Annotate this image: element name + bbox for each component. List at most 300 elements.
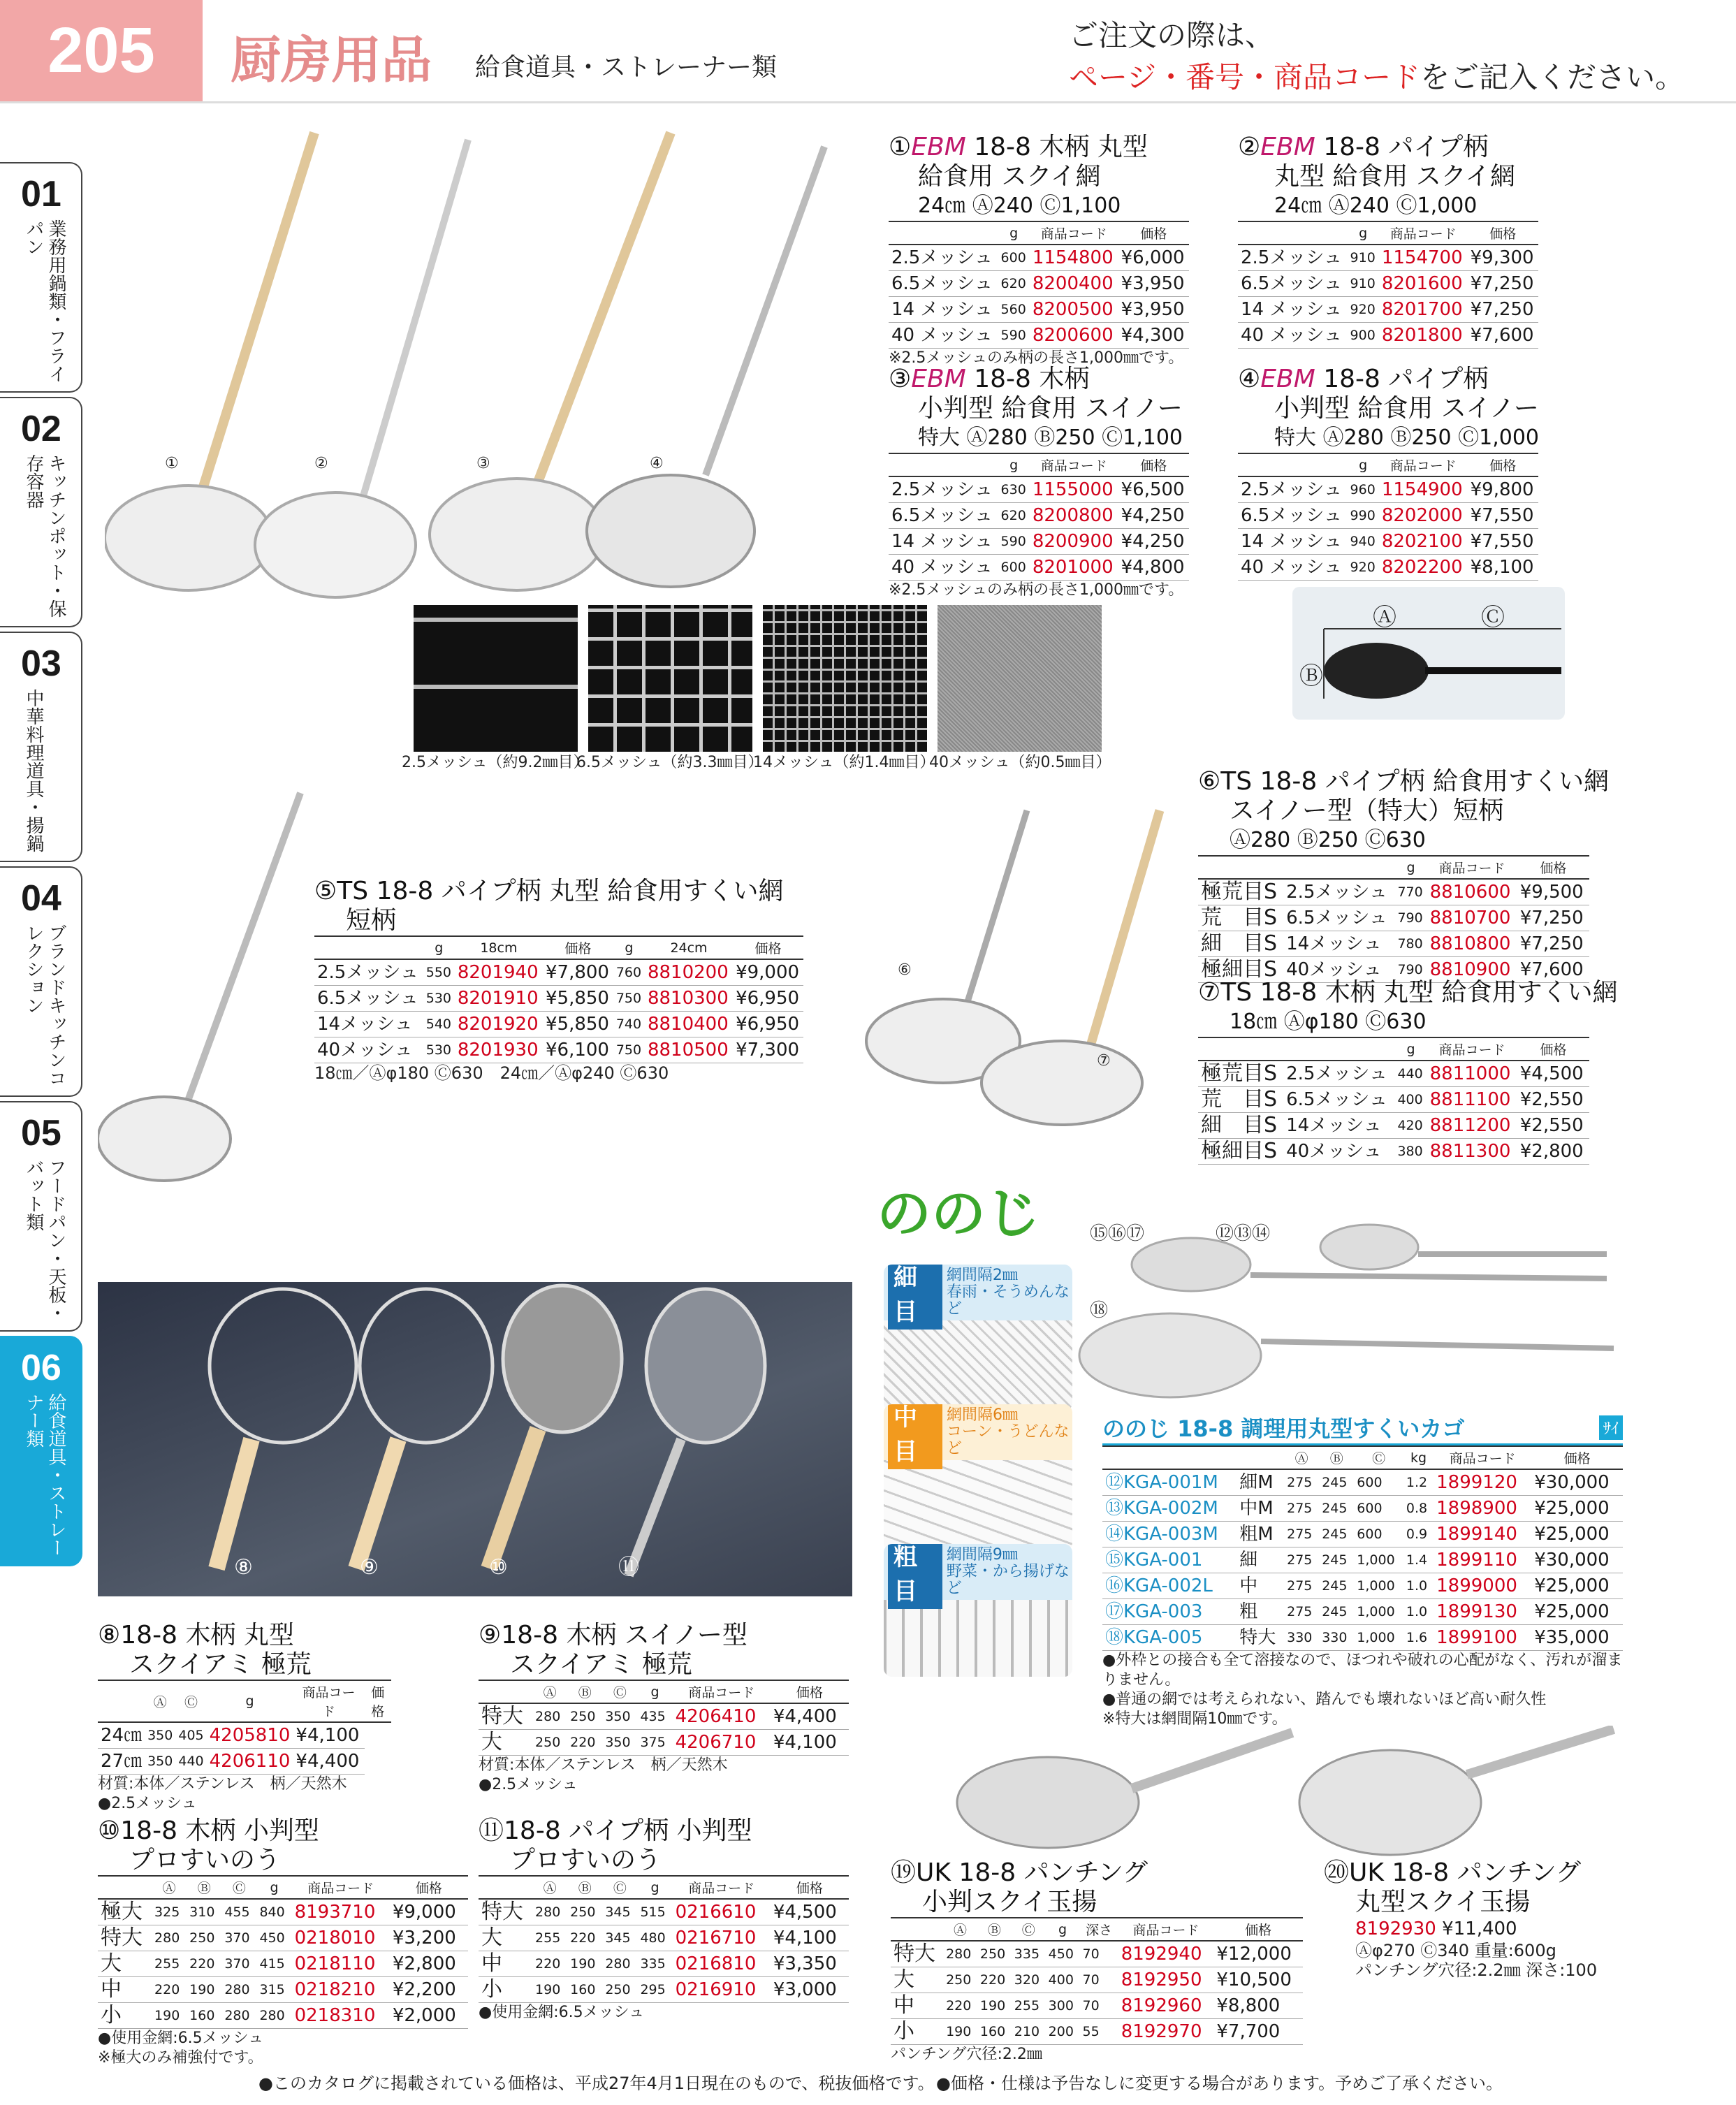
product-number: ④ — [1238, 365, 1261, 393]
product-5 — [314, 877, 803, 1083]
mesh-swatch — [884, 1600, 1072, 1677]
dimension-diagram — [1292, 587, 1565, 720]
table-cell: 2.5メッシュ — [1238, 245, 1348, 271]
table-cell: 0218110 — [292, 1951, 390, 1977]
table-cell: ⑭KGA-003M — [1102, 1522, 1237, 1547]
table-cell: 190 — [187, 1977, 221, 2003]
sidebar-tab-05[interactable] — [0, 1101, 82, 1332]
col-header: 商品コード — [1427, 1037, 1517, 1061]
table-cell: ¥7,250 — [1468, 297, 1538, 323]
col-header: 価格 — [1531, 1446, 1623, 1469]
product-title-2: スクイアミ 極荒 — [510, 1650, 692, 1679]
table-row — [1102, 1522, 1623, 1547]
table-cell: 280 — [943, 1941, 977, 1967]
col-header: Ⓒ — [602, 1680, 637, 1703]
table-row — [479, 1977, 849, 2003]
col-header: Ⓑ — [977, 1918, 1012, 1941]
table-cell: 400 — [1046, 1967, 1080, 1993]
mesh-swatch — [884, 1460, 1072, 1551]
product-title-2: 給食用 スクイ網 — [918, 162, 1101, 191]
table-cell: 220 — [187, 1951, 221, 1977]
table-cell: 粗M — [1237, 1522, 1284, 1547]
table-cell: ¥6,000 — [1118, 245, 1189, 271]
col-header: Ⓒ — [602, 1876, 637, 1899]
page-number: 205 — [0, 0, 203, 101]
product-title-2: 小判型 給食用 スイノー — [918, 394, 1183, 423]
table-cell: 770 — [1394, 879, 1427, 905]
photo-label-15: ⑮⑯⑰ — [1090, 1223, 1145, 1244]
spec-table — [1102, 1445, 1623, 1651]
table-cell: 2.5メッシュ — [1283, 879, 1394, 905]
col-header: 商品コード — [673, 1680, 771, 1703]
table-row — [1238, 555, 1538, 581]
table-cell: 200 — [1046, 2019, 1080, 2045]
table-cell: ¥4,400 — [771, 1703, 849, 1730]
col-header — [1198, 1037, 1283, 1061]
table-cell: 24㎝ — [98, 1722, 145, 1749]
product-title: 18-8 木柄 小判型 — [120, 1816, 319, 1845]
table-cell: 40メッシュ — [1283, 1139, 1394, 1165]
col-header — [314, 936, 423, 959]
table-cell: ¥3,950 — [1118, 297, 1189, 323]
col-header: 18cm — [455, 936, 543, 959]
table-cell: 荒 目S — [1198, 905, 1283, 931]
col-header: Ⓐ — [1284, 1446, 1319, 1469]
table-cell: 900 — [1348, 323, 1379, 349]
table-cell: ¥4,500 — [771, 1899, 849, 1925]
table-cell: 160 — [977, 2019, 1012, 2045]
table-cell: 55 — [1080, 2019, 1118, 2045]
table-cell: 2.5メッシュ — [889, 245, 998, 271]
table-cell: ¥7,700 — [1213, 2019, 1303, 2045]
table-cell: ¥2,000 — [390, 2003, 468, 2029]
table-cell: 220 — [977, 1967, 1012, 1993]
table-cell: 細M — [1237, 1469, 1284, 1496]
col-header: g — [207, 1680, 293, 1722]
table-row — [1238, 476, 1538, 503]
col-header: g — [1348, 453, 1379, 476]
diagram-drawing — [1292, 587, 1565, 720]
table-row — [1198, 1061, 1589, 1087]
table-cell: ¥6,950 — [733, 1012, 803, 1037]
table-cell: 250 — [943, 1967, 977, 1993]
col-header: 商品コード — [292, 1876, 390, 1899]
mesh-use: コーン・うどんなど — [946, 1423, 1070, 1457]
table-cell: 335 — [637, 1951, 672, 1977]
product-note: ●使用金網:6.5メッシュ — [98, 2030, 264, 2047]
photo-label-8: ⑧ — [234, 1555, 253, 1580]
sidebar-tab-02[interactable] — [0, 397, 82, 627]
product-number: ⑤ — [314, 877, 337, 905]
mesh-sample-2-5 — [414, 605, 578, 752]
product-number: ⑨ — [479, 1621, 502, 1649]
table-row — [1238, 503, 1538, 529]
table-cell: 415 — [256, 1951, 291, 1977]
table-cell: 210 — [1012, 2019, 1046, 2045]
table-cell: 8200400 — [1030, 271, 1118, 297]
table-cell: 大 — [479, 1730, 532, 1756]
table-cell: 590 — [998, 323, 1030, 349]
col-header: 価格 — [390, 1876, 468, 1899]
table-cell: ¥7,550 — [1468, 529, 1538, 555]
table-cell: 275 — [1284, 1573, 1319, 1599]
product-title-2: スイノー型（特大）短柄 — [1230, 796, 1504, 825]
table-cell: 小 — [891, 2019, 943, 2045]
product-3 — [889, 365, 1224, 600]
tab-label: 給食道具・ストレーナー類 — [23, 1393, 66, 1557]
table-cell: 6.5メッシュ — [1238, 271, 1348, 297]
col-header — [98, 1680, 145, 1722]
table-cell: 0216910 — [673, 1977, 771, 2003]
mesh-caption-2: 6.5メッシュ（約3.3㎜目） — [576, 754, 764, 771]
product-dims: 24㎝ Ⓐ240 Ⓒ1,000 — [1274, 194, 1478, 218]
table-cell: 8192950 — [1118, 1967, 1214, 1993]
product-title-2: 小判型 給食用 スイノー — [1274, 394, 1539, 423]
col-header — [889, 453, 998, 476]
table-cell: 920 — [1348, 555, 1379, 581]
order-notice-1: ご注文の際は、 — [1069, 18, 1275, 52]
table-row — [479, 1730, 849, 1756]
col-header: 価格 — [365, 1680, 391, 1722]
table-cell: 600 — [998, 555, 1030, 581]
table-cell: 14 メッシュ — [889, 529, 998, 555]
col-header: 商品コード — [1379, 221, 1468, 245]
table-cell: 245 — [1319, 1496, 1354, 1522]
product-19 — [891, 1858, 1310, 2064]
ladle-pipe-oval — [587, 147, 824, 587]
table-cell: 中 — [1237, 1573, 1284, 1599]
table-cell: 1.2 — [1403, 1469, 1434, 1496]
col-header: 商品コード — [1434, 1446, 1531, 1469]
mesh-caption-1: 2.5メッシュ（約9.2㎜目） — [402, 754, 589, 771]
product-title: UK 18-8 パンチング — [916, 1858, 1148, 1887]
table-cell: 0218210 — [292, 1977, 390, 2003]
table-cell: 280 — [152, 1925, 187, 1951]
photo-label-9: ⑨ — [360, 1555, 379, 1580]
table-cell: 14 メッシュ — [889, 297, 998, 323]
table-cell: 960 — [1348, 476, 1379, 503]
table-cell: 220 — [532, 1951, 567, 1977]
table-cell: 2.5メッシュ — [889, 476, 998, 503]
table-row — [479, 1925, 849, 1951]
photo-label-2: ② — [314, 455, 328, 472]
table-cell: 特大 — [891, 1941, 943, 1967]
table-cell: 450 — [256, 1925, 291, 1951]
product-20 — [1324, 1858, 1687, 1980]
sidebar-tab-06[interactable] — [0, 1336, 82, 1566]
product-title: 18-8 木柄 — [974, 365, 1090, 393]
table-cell: ¥25,000 — [1531, 1496, 1623, 1522]
table-cell: 255 — [1012, 1993, 1046, 2019]
table-cell: 300 — [1046, 1993, 1080, 2019]
col-header: 価格 — [1517, 856, 1589, 879]
table-row — [1198, 905, 1589, 931]
table-cell: 小 — [98, 2003, 152, 2029]
footer-right: ●価格・仕様は予告なしに変更する場合があります。予めご了承ください。 — [936, 2074, 1503, 2093]
table-cell: 275 — [1284, 1469, 1319, 1496]
table-cell: 1.0 — [1403, 1599, 1434, 1625]
table-cell: ¥3,950 — [1118, 271, 1189, 297]
order-notice-tail: をご記入ください。 — [1420, 60, 1685, 94]
product-title: TS 18-8 パイプ柄 給食用すくい網 — [1220, 767, 1610, 796]
sidebar-tab-01[interactable] — [0, 162, 82, 393]
table-cell: 1.4 — [1403, 1547, 1434, 1573]
table-cell: 280 — [532, 1899, 567, 1925]
table-cell: 極荒目S — [1198, 1061, 1283, 1087]
col-header: g — [637, 1680, 672, 1703]
table-cell: ¥25,000 — [1531, 1522, 1623, 1547]
product-10 — [98, 1816, 475, 2068]
table-cell: ⑰KGA-003 — [1102, 1599, 1237, 1625]
table-cell: 4206710 — [673, 1730, 771, 1756]
table-cell: ¥2,800 — [1517, 1139, 1589, 1165]
product-title: TS 18-8 木柄 丸型 給食用すくい網 — [1220, 978, 1618, 1007]
spec-table — [479, 1875, 849, 2003]
table-cell: ¥3,200 — [390, 1925, 468, 1951]
product-number: ⑧ — [98, 1621, 121, 1649]
table-cell: ⑱KGA-005 — [1102, 1625, 1237, 1651]
table-row — [889, 271, 1189, 297]
col-header: kg — [1403, 1446, 1434, 1469]
table-cell: 255 — [152, 1951, 187, 1977]
table-cell: ⑯KGA-002L — [1102, 1573, 1237, 1599]
spec-table — [1238, 221, 1538, 349]
mesh-swatch — [884, 1320, 1072, 1411]
table-row — [1198, 879, 1589, 905]
table-cell: 8201910 — [455, 986, 543, 1012]
spec-table — [1198, 1037, 1589, 1165]
table-cell: 245 — [1319, 1573, 1354, 1599]
table-cell: 8200800 — [1030, 503, 1118, 529]
table-cell: 540 — [423, 1012, 455, 1037]
mesh-spacing: 網間隔6㎜ — [946, 1406, 1018, 1424]
mesh-sample-40 — [938, 605, 1102, 752]
table-cell: ¥4,400 — [293, 1749, 364, 1775]
col-header: Ⓒ — [175, 1680, 206, 1722]
table-cell: 8810700 — [1427, 905, 1517, 931]
product-note: ※極大のみ補強付です。 — [98, 2049, 263, 2067]
table-cell: 255 — [532, 1925, 567, 1951]
table-cell: 280 — [221, 2003, 256, 2029]
product-number: ⑲ — [891, 1858, 917, 1887]
table-cell: 1,000 — [1354, 1599, 1403, 1625]
col-header — [1283, 856, 1394, 879]
table-cell: 4206410 — [673, 1703, 771, 1730]
product-title: ののじ 18-8 調理用丸型すくいカゴ — [1102, 1415, 1465, 1442]
col-header — [1238, 453, 1348, 476]
table-cell: ¥7,800 — [543, 959, 613, 986]
spec-table — [889, 221, 1189, 349]
table-cell: 8201920 — [455, 1012, 543, 1037]
mesh-caption-3: 14メッシュ（約1.4㎜目） — [753, 754, 935, 771]
table-row — [889, 503, 1189, 529]
spec-table — [1198, 855, 1589, 983]
table-row — [1238, 297, 1538, 323]
table-cell: 極細目S — [1198, 1139, 1283, 1165]
table-cell: 375 — [637, 1730, 672, 1756]
product-note: ※特大は網間隔10㎜です。 — [1102, 1710, 1288, 1728]
sidebar-tab-03[interactable] — [0, 632, 82, 862]
col-header: Ⓐ — [532, 1680, 567, 1703]
order-notice-2 — [1069, 54, 1684, 96]
table-row — [314, 959, 803, 986]
photo-label-3: ③ — [476, 455, 490, 472]
table-cell: 750 — [613, 1037, 645, 1063]
mesh-tag: 細目 — [888, 1265, 942, 1330]
table-cell: 190 — [567, 1951, 602, 1977]
product-note: ●2.5メッシュ — [98, 1795, 197, 1812]
table-cell: 780 — [1394, 931, 1427, 957]
table-row — [889, 529, 1189, 555]
table-cell: 大 — [891, 1967, 943, 1993]
table-cell: 極荒目S — [1198, 879, 1283, 905]
table-cell: 中 — [891, 1993, 943, 2019]
table-cell: 6.5メッシュ — [889, 271, 998, 297]
table-cell: 8201000 — [1030, 555, 1118, 581]
table-row — [889, 323, 1189, 349]
product-1 — [889, 133, 1217, 368]
diagram-label-a: Ⓐ — [1373, 604, 1396, 632]
table-cell: 8202200 — [1379, 555, 1468, 581]
col-header: g — [637, 1876, 672, 1899]
product-note: ●普通の網では考えられない、踏んでも壊れないほど高い耐久性 — [1102, 1691, 1547, 1708]
product-title: 18-8 パイプ柄 小判型 — [504, 1816, 752, 1845]
table-row — [1198, 931, 1589, 957]
table-cell: 8201940 — [455, 959, 543, 986]
table-cell: 6.5メッシュ — [1238, 503, 1348, 529]
table-cell: 6.5メッシュ — [1283, 1087, 1394, 1113]
table-cell: ¥4,100 — [293, 1722, 364, 1749]
col-header: 商品コード — [1379, 453, 1468, 476]
table-cell: 160 — [567, 1977, 602, 2003]
table-cell: ¥9,500 — [1517, 879, 1589, 905]
col-header — [891, 1918, 943, 1941]
mesh-use: 春雨・そうめんなど — [946, 1283, 1070, 1318]
table-cell: 1,000 — [1354, 1625, 1403, 1651]
col-header: Ⓒ — [1354, 1446, 1403, 1469]
table-cell: 1,000 — [1354, 1547, 1403, 1573]
tab-number: 02 — [21, 409, 61, 449]
table-cell: 350 — [602, 1703, 637, 1730]
table-cell: 中M — [1237, 1496, 1284, 1522]
product-note: 材質:本体／ステンレス 柄／天然木 — [479, 1756, 728, 1774]
table-cell: 1899130 — [1434, 1599, 1531, 1625]
mesh-use: 野菜・から揚げなど — [946, 1563, 1070, 1597]
punching-ladles-photo — [943, 1726, 1677, 1865]
table-cell: 350 — [602, 1730, 637, 1756]
table-cell: 8200600 — [1030, 323, 1118, 349]
table-cell: 990 — [1348, 503, 1379, 529]
table-row — [479, 1899, 849, 1925]
table-cell: 600 — [1354, 1469, 1403, 1496]
table-cell: 40 メッシュ — [1238, 323, 1348, 349]
table-cell: 245 — [1319, 1547, 1354, 1573]
col-header — [479, 1876, 532, 1899]
table-cell: 8810300 — [645, 986, 733, 1012]
table-cell: 1.6 — [1403, 1625, 1434, 1651]
mesh-spacing: 網間隔9㎜ — [946, 1546, 1018, 1564]
photo-label-11: ⑪ — [618, 1555, 639, 1580]
table-cell: 6.5メッシュ — [1283, 905, 1394, 931]
product-title-2: 短柄 — [346, 906, 397, 935]
product-note: ●使用金網:6.5メッシュ — [479, 2004, 645, 2021]
table-cell: 630 — [998, 476, 1030, 503]
product-title: 18-8 パイプ柄 — [1323, 133, 1489, 161]
col-header: 価格 — [1517, 1037, 1589, 1061]
table-cell: 粗 — [1237, 1599, 1284, 1625]
table-cell: 1899110 — [1434, 1547, 1531, 1573]
table-row — [98, 1749, 391, 1775]
table-cell: 特大 — [1237, 1625, 1284, 1651]
sidebar-tab-04[interactable] — [0, 866, 82, 1097]
brand-name: EBM — [1260, 133, 1315, 161]
product-number: ⑦ — [1198, 978, 1221, 1007]
nonoji-baskets-photo — [1076, 1216, 1621, 1411]
table-cell: ¥4,100 — [771, 1730, 849, 1756]
col-header: g — [423, 936, 455, 959]
table-cell: 1899000 — [1434, 1573, 1531, 1599]
table-cell: 14 メッシュ — [1238, 297, 1348, 323]
mesh-card-fine — [884, 1265, 1072, 1411]
photo-label-4: ④ — [650, 455, 664, 472]
table-cell: 480 — [637, 1925, 672, 1951]
spec-table — [891, 1917, 1303, 2045]
table-cell: 550 — [423, 959, 455, 986]
table-cell: ¥4,250 — [1118, 503, 1189, 529]
mesh-caption-4: 40メッシュ（約0.5㎜目） — [929, 754, 1111, 771]
table-cell: ¥4,800 — [1118, 555, 1189, 581]
table-cell: 8810600 — [1427, 879, 1517, 905]
table-cell: ¥6,100 — [543, 1037, 613, 1063]
table-cell: 1154900 — [1379, 476, 1468, 503]
table-cell: 275 — [1284, 1496, 1319, 1522]
table-cell: 8810400 — [645, 1012, 733, 1037]
product-note: 材質:本体／ステンレス 柄／天然木 — [98, 1775, 347, 1793]
table-cell: 440 — [1394, 1061, 1427, 1087]
table-row — [891, 1993, 1303, 2019]
table-cell: 315 — [256, 1977, 291, 2003]
col-header: g — [998, 221, 1030, 245]
col-header: g — [1394, 1037, 1427, 1061]
table-cell: 8192940 — [1118, 1941, 1214, 1967]
table-cell: ¥2,200 — [390, 1977, 468, 2003]
col-header: 価格 — [733, 936, 803, 959]
product-title-2: スクイアミ 極荒 — [129, 1650, 312, 1679]
photo-label-7: ⑦ — [1097, 1052, 1111, 1070]
product-title-2: プロすいのう — [129, 1846, 281, 1874]
table-cell: ¥5,850 — [543, 1012, 613, 1037]
table-cell: 0218310 — [292, 2003, 390, 2029]
table-cell: ¥2,800 — [390, 1951, 468, 1977]
table-cell: 8200900 — [1030, 529, 1118, 555]
table-cell: 790 — [1394, 957, 1427, 983]
table-cell: 220 — [567, 1730, 602, 1756]
table-cell: 14メッシュ — [1283, 1113, 1394, 1139]
table-cell: ¥9,800 — [1468, 476, 1538, 503]
table-row — [889, 297, 1189, 323]
table-cell: 405 — [175, 1722, 206, 1749]
table-cell: ¥25,000 — [1531, 1599, 1623, 1625]
product-title-2: 丸型 給食用 スクイ網 — [1274, 162, 1516, 191]
spec-table — [479, 1680, 849, 1756]
table-cell: ¥3,350 — [771, 1951, 849, 1977]
table-cell: 760 — [613, 959, 645, 986]
page-subcategory: 給食道具・ストレーナー類 — [475, 53, 778, 82]
product-nonoji — [1102, 1411, 1623, 1729]
table-row — [314, 1037, 803, 1063]
table-cell: 250 — [532, 1730, 567, 1756]
spec-table — [98, 1875, 468, 2029]
